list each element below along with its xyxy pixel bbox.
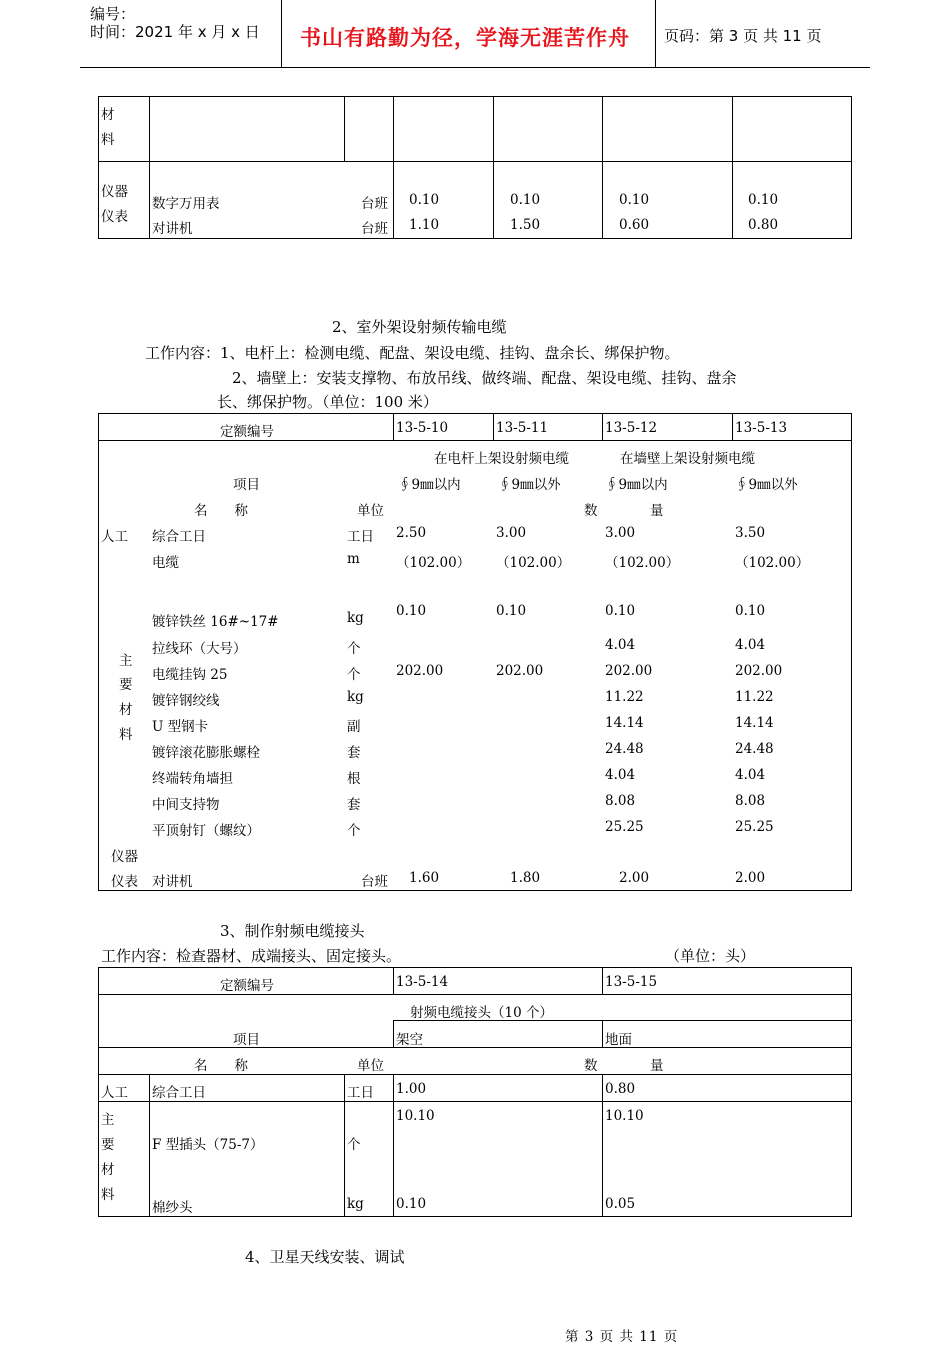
instrument-label: 仪器 (111, 849, 138, 865)
unit-label: 单位 (357, 503, 384, 519)
name-label: 名 称 (194, 1058, 248, 1074)
row-value: 1.80 (510, 870, 541, 886)
row-value: 2.00 (619, 870, 650, 886)
row-name: 镀锌钢绞线 (152, 693, 220, 709)
sub-header: ∮9㎜以内 (398, 477, 461, 493)
row-value: 2.00 (735, 870, 766, 886)
material-label: 要 (101, 1137, 115, 1153)
row-value: 0.10 (619, 192, 650, 208)
section-title: 3、制作射频电缆接头 (220, 922, 365, 940)
row-value: （102.00） (735, 555, 810, 571)
row-value: 202.00 (496, 663, 544, 679)
item-label: 项目 (233, 1032, 260, 1048)
row-value: （102.00） (605, 555, 680, 571)
row-value: 0.10 (735, 603, 766, 619)
row-value: 0.60 (619, 217, 650, 233)
qty-label: 量 (650, 1058, 664, 1074)
row-value: 24.48 (605, 741, 644, 757)
header-motto: 书山有路勤为径，学海无涯苦作舟 (300, 26, 630, 50)
row-value: 0.10 (496, 603, 527, 619)
row-value: 0.10 (510, 192, 541, 208)
header-page-info: 页码：第 3 页 共 11 页 (664, 27, 822, 45)
row-unit: 个 (347, 823, 361, 839)
header-bottom-rule (80, 67, 870, 68)
row-unit: kg (347, 689, 364, 705)
material-label: 材 (101, 1162, 115, 1178)
sub-header: ∮9㎜以外 (735, 477, 798, 493)
row-unit: 个 (347, 667, 361, 683)
header-time: 时间：2021 年 x 月 x 日 (90, 23, 260, 41)
material-label: 要 (119, 677, 133, 693)
row-value: 202.00 (735, 663, 783, 679)
material-label: 料 (101, 1187, 115, 1203)
quota-label: 定额编号 (220, 424, 274, 440)
row-value: 0.80 (605, 1081, 636, 1097)
row-value: 11.22 (605, 689, 644, 705)
row-name: 综合工日 (152, 1085, 206, 1101)
row-value: 25.25 (605, 819, 644, 835)
row-value: 11.22 (735, 689, 774, 705)
row-name: U 型钢卡 (152, 719, 209, 735)
row-value: 3.50 (735, 525, 766, 541)
header-code-label: 编号： (90, 5, 136, 23)
material-label: 主 (119, 653, 133, 669)
row-value: 202.00 (605, 663, 653, 679)
row-unit: 工日 (347, 529, 374, 545)
row-value: 14.14 (735, 715, 774, 731)
row-value: 1.60 (409, 870, 440, 886)
quota-code: 13-5-11 (496, 420, 549, 436)
row-value: （102.00） (496, 555, 571, 571)
work-content: 长、绑保护物。（单位：100 米） (217, 393, 438, 411)
quota-code: 13-5-10 (396, 420, 449, 436)
row-value: 10.10 (605, 1108, 644, 1124)
row-value: 4.04 (735, 767, 766, 783)
group-header: 射频电缆接头（10 个） (410, 1005, 553, 1021)
header-divider (281, 0, 282, 68)
material-label: 主 (101, 1112, 115, 1128)
work-content: 工作内容：1、电杆上：检测电缆、配盘、架设电缆、挂钩、盘余长、绑保护物。 (145, 344, 680, 362)
row-unit: 台班 (361, 874, 388, 890)
sub-header: ∮9㎜以外 (498, 477, 561, 493)
sub-header: ∮9㎜以内 (605, 477, 668, 493)
row-value: 1.00 (396, 1081, 427, 1097)
unit-note: （单位：头） (665, 947, 756, 965)
page-footer: 第 3 页 共 11 页 (565, 1329, 679, 1345)
row-name: 对讲机 (152, 221, 193, 237)
row-name: 终端转角墙担 (152, 771, 233, 787)
row-name: 镀锌铁丝 16#~17# (152, 614, 279, 630)
row-value: 4.04 (735, 637, 766, 653)
quota-code: 13-5-13 (735, 420, 788, 436)
row-value: 4.04 (605, 767, 636, 783)
row-value: 8.08 (605, 793, 636, 809)
labor-label: 人工 (101, 529, 128, 545)
material-label: 料 (101, 132, 115, 148)
row-unit: 台班 (361, 196, 388, 212)
row-unit: m (347, 551, 360, 567)
qty-label: 数 (584, 503, 598, 519)
qty-label: 数 (584, 1058, 598, 1074)
row-name: F 型插头（75-7） (152, 1137, 264, 1153)
row-unit: 套 (347, 745, 361, 761)
row-value: 14.14 (605, 715, 644, 731)
material-label: 材 (119, 702, 133, 718)
row-value: 10.10 (396, 1108, 435, 1124)
row-name: 综合工日 (152, 529, 206, 545)
instrument-label: 仪表 (111, 874, 138, 890)
row-value: 0.10 (748, 192, 779, 208)
row-value: 24.48 (735, 741, 774, 757)
row-unit: 个 (347, 1137, 361, 1153)
row-name: 数字万用表 (152, 196, 220, 212)
row-unit: 工日 (347, 1085, 374, 1101)
row-name: 电缆 (152, 555, 179, 571)
row-unit: 个 (347, 641, 361, 657)
row-value: 0.10 (605, 603, 636, 619)
quota-label: 定额编号 (220, 978, 274, 994)
group-header: 在墙壁上架设射频电缆 (620, 451, 755, 467)
row-unit: 台班 (361, 221, 388, 237)
row-value: 3.00 (496, 525, 527, 541)
row-value: 1.50 (510, 217, 541, 233)
row-value: 202.00 (396, 663, 444, 679)
row-name: 电缆挂钩 25 (152, 667, 228, 683)
work-content: 工作内容：检查器材、成端接头、固定接头。 (101, 947, 402, 965)
row-name: 对讲机 (152, 874, 193, 890)
row-value: 4.04 (605, 637, 636, 653)
instrument-label: 仪器 (101, 184, 128, 200)
row-unit: kg (347, 1196, 364, 1212)
row-name: 镀锌滚花膨胀螺栓 (152, 745, 260, 761)
row-unit: 根 (347, 771, 361, 787)
row-value: 0.05 (605, 1196, 636, 1212)
row-name: 棉纱头 (152, 1200, 193, 1216)
quota-code: 13-5-15 (605, 974, 658, 990)
row-value: 25.25 (735, 819, 774, 835)
row-name: 平顶射钉（螺纹） (152, 823, 260, 839)
qty-label: 量 (650, 503, 664, 519)
material-label: 料 (119, 727, 133, 743)
row-value: 3.00 (605, 525, 636, 541)
item-label: 项目 (233, 477, 260, 493)
sub-header: 架空 (396, 1032, 423, 1048)
row-value: 0.10 (396, 603, 427, 619)
row-value: （102.00） (396, 555, 471, 571)
row-value: 0.80 (748, 217, 779, 233)
instrument-label: 仪表 (101, 209, 128, 225)
quota-code: 13-5-12 (605, 420, 658, 436)
row-value: 2.50 (396, 525, 427, 541)
name-label: 名 称 (194, 503, 248, 519)
row-value: 0.10 (409, 192, 440, 208)
unit-label: 单位 (357, 1058, 384, 1074)
section-title: 4、卫星天线安装、调试 (245, 1248, 405, 1266)
row-value: 0.10 (396, 1196, 427, 1212)
material-label: 材 (101, 107, 115, 123)
labor-label: 人工 (101, 1085, 128, 1101)
quota-code: 13-5-14 (396, 974, 449, 990)
header-divider (655, 0, 656, 68)
row-value: 8.08 (735, 793, 766, 809)
row-unit: 副 (347, 719, 361, 735)
row-value: 1.10 (409, 217, 440, 233)
row-unit: kg (347, 610, 364, 626)
group-header: 在电杆上架设射频电缆 (434, 451, 569, 467)
sub-header: 地面 (605, 1032, 632, 1048)
section-title: 2、室外架设射频传输电缆 (332, 318, 507, 336)
row-name: 拉线环（大号） (152, 641, 247, 657)
work-content: 2、墙壁上：安装支撑物、布放吊线、做终端、配盘、架设电缆、挂钩、盘余 (232, 369, 737, 387)
row-unit: 套 (347, 797, 361, 813)
row-name: 中间支持物 (152, 797, 220, 813)
